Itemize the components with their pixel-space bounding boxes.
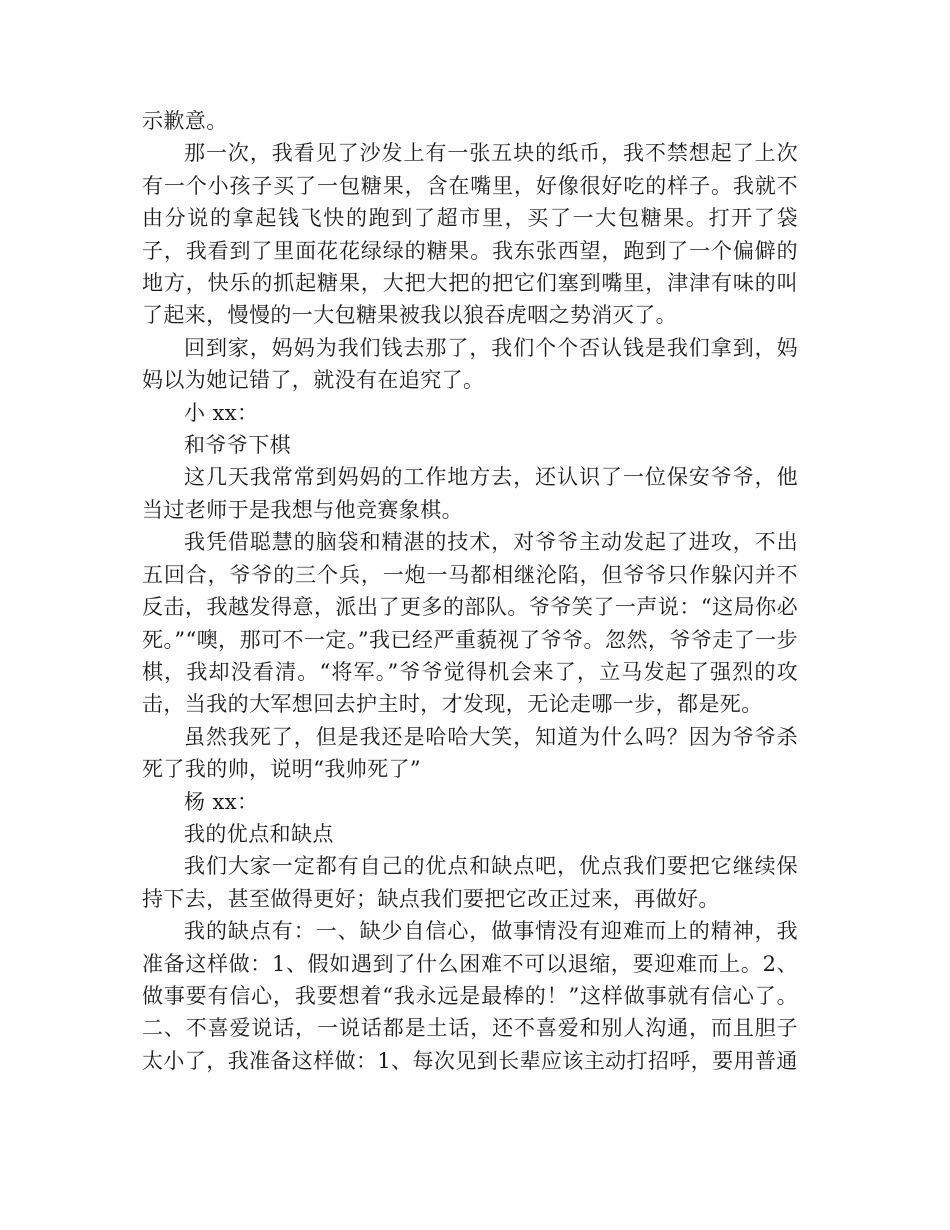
paragraph-return-home: 回到家，妈妈为我们钱去那了，我们个个否认钱是我们拿到，妈妈以为她记错了，就没有在追究了。 (142, 335, 798, 393)
essay-title-strengths: 我的优点和缺点 (184, 821, 334, 846)
paragraph-apology-end: 示歉意。 (142, 109, 228, 133)
paragraph-chess-ending: 虽然我死了，但是我还是哈哈大笑，知道为什么吗？因为爷爷杀死了我的帅，说明“我帅死了” (142, 724, 798, 782)
paragraph-chess-intro: 这几天我常常到妈妈的工作地方去，还认识了一位保安爷爷，他当过老师于是我想与他竞赛象棋。 (142, 465, 798, 522)
paragraph-weaknesses: 我的缺点有：一、缺少自信心，做事情没有迎难而上的精神，我准备这样做：1、假如遇到了什么困难不可以退缩，要迎难而上。2、做事要有信心，我要想着“我永远是最棒的！”这样做事就有信心了。二、不喜爱说话，一说话都是土话，还不喜爱和别人沟通，而且胆子太小了，我准备这样做：1、每次见到长辈应该主动打招呼，要用普通 (142, 919, 798, 1073)
author-line-yang: 杨 xx： (184, 789, 259, 814)
author-line-xiao: 小 xx： (184, 400, 259, 425)
paragraph-chess-game: 我凭借聪慧的脑袋和精湛的技术，对爷爷主动发起了进攻，不出五回合，爷爷的三个兵，一炮一马都相继沦陷，但爷爷只作躲闪并不反击，我越发得意，派出了更多的部队。爷爷笑了一声说：“这局你必死。”“噢，那可不一定。”我已经严重藐视了爷爷。忽然，爷爷走了一步棋，我却没看清。“将军。”爷爷觉得机会来了，立马发起了强烈的攻击，当我的大军想回去护主时，才发现，无论走哪一步，都是死。 (142, 530, 798, 717)
paragraph-strengths-intro: 我们大家一定都有自己的优点和缺点吧，优点我们要把它继续保持下去，甚至做得更好；缺点我们要把它改正过来，再做好。 (142, 854, 798, 911)
essay-title-chess: 和爷爷下棋 (184, 433, 291, 458)
paragraph-candy-story: 那一次，我看见了沙发上有一张五块的纸币，我不禁想起了上次有一个小孩子买了一包糖果，含在嘴里，好像很好吃的样子。我就不由分说的拿起钱飞快的跑到了超市里，买了一大包糖果。打开了袋子，我看到了里面花花绿绿的糖果。我东张西望，跑到了一个偏僻的地方，快乐的抓起糖果，大把大把的把它们塞到嘴里，津津有味的叫了起来，慢慢的一大包糖果被我以狼吞虎咽之势消灭了。 (142, 141, 798, 328)
document-body (142, 105, 798, 1077)
